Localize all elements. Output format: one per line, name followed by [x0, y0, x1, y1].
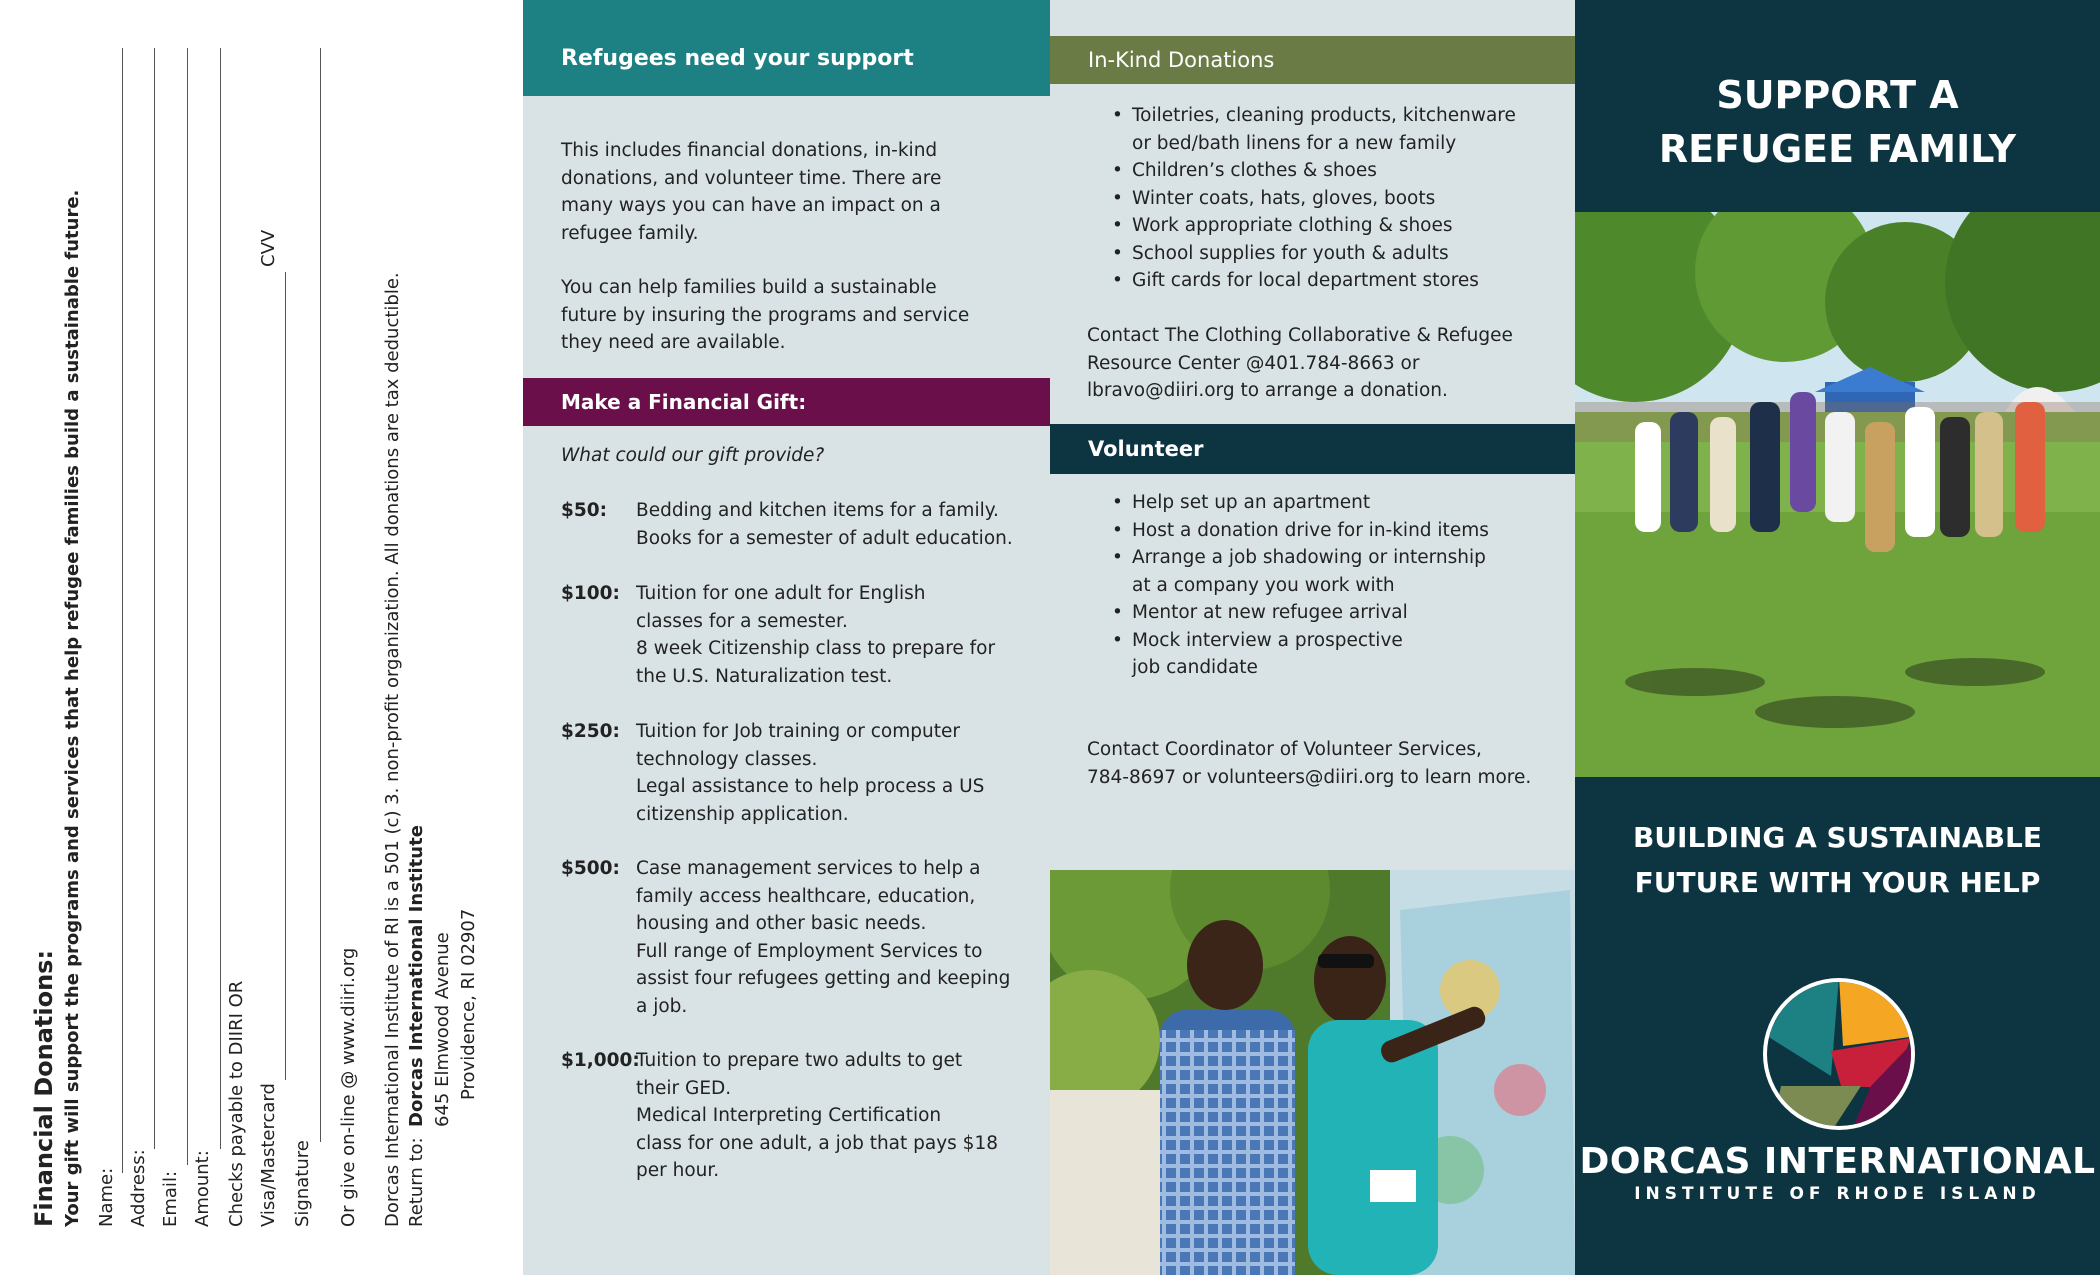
amount-field-label: Amount:: [192, 1150, 213, 1227]
address-field-line[interactable]: [154, 48, 155, 1149]
text-line: • Children’s clothes & shoes: [1132, 160, 1377, 181]
text-line: • Mentor at new refugee arrival: [1132, 602, 1408, 623]
text-line: lbravo@diiri.org to arrange a donation.: [1087, 380, 1448, 401]
text-line: Contact Coordinator of Volunteer Services,: [1087, 739, 1482, 760]
gift-description: [636, 718, 1031, 828]
gift-description: [636, 1047, 1031, 1185]
cover-tagline: [1575, 815, 2100, 905]
community-photo: [1575, 212, 2100, 777]
text-line: refugee family.: [561, 222, 699, 244]
gift-item-50: [561, 497, 1031, 552]
cvv-label: CVV: [258, 229, 279, 267]
card-field-label: Visa/Mastercard: [258, 1083, 279, 1227]
list-item: [1098, 157, 1568, 185]
text-line: the U.S. Naturalization test.: [636, 665, 893, 687]
text-line: Tuition to prepare two adults to get: [636, 1050, 963, 1071]
text-line: Resource Center @401.784-8663 or: [1087, 352, 1420, 374]
text-line: donations, and volunteer time. There are: [561, 167, 942, 189]
text-line: assist four refugees getting and keeping: [636, 968, 1011, 989]
text-line: classes for a semester.: [636, 610, 848, 632]
gift-amount: $250:: [561, 721, 620, 742]
gift-description: [636, 497, 1031, 552]
volunteer-photo: [1050, 870, 1575, 1275]
list-item: [1098, 544, 1568, 599]
financial-gift-header-text: Make a Financial Gift:: [561, 390, 807, 414]
text-line: many ways you can have an impact on a: [561, 195, 941, 216]
gift-item-250: [561, 718, 1031, 828]
text-line: • Gift cards for local department stores: [1132, 270, 1479, 291]
gift-item-500: [561, 855, 1031, 1020]
address-field-label: Address:: [128, 1149, 149, 1227]
list-item: [1098, 240, 1568, 268]
list-item: [1098, 212, 1568, 240]
text-line: Contact The Clothing Collaborative & Refugee: [1087, 325, 1513, 346]
text-line: or bed/bath linens for a new family: [1132, 132, 1457, 154]
inkind-contact: [1087, 322, 1567, 405]
form-title: Financial Donations:: [30, 949, 58, 1227]
donation-form-panel: [0, 0, 523, 1275]
inkind-list: [1098, 102, 1568, 295]
text-line: Books for a semester of adult education.: [636, 527, 1013, 549]
gift-description: [636, 855, 1031, 1020]
volunteer-header: [1050, 424, 1575, 474]
cover-panel: [1575, 0, 2100, 1275]
nonprofit-statement: Dorcas International Institute of RI is a 501 (c) 3. non-profit organization. All donations are tax deductible.: [382, 272, 403, 1227]
gift-item-100: [561, 580, 1031, 690]
name-field-label: Name:: [96, 1167, 117, 1227]
text-line: Tuition for one adult for English: [636, 583, 926, 604]
text-line: • Work appropriate clothing & shoes: [1132, 215, 1453, 236]
gift-amount: $1,000:: [561, 1050, 640, 1071]
online-giving-text: Or give on-line @ www.diiri.org: [338, 947, 359, 1227]
support-header-text: Refugees need your support: [561, 45, 914, 71]
return-to-label: Return to:: [406, 1137, 427, 1227]
text-line: SUPPORT A: [1716, 73, 1959, 117]
text-line: • Help set up an apartment: [1132, 492, 1371, 513]
gift-item-1000: [561, 1047, 1031, 1185]
text-line: their GED.: [636, 1077, 732, 1099]
text-line: Full range of Employment Services to: [636, 940, 983, 962]
email-field-line[interactable]: [187, 48, 188, 1165]
dorcas-logo-icon: [1761, 976, 1917, 1132]
org-name: DORCAS INTERNATIONAL: [1579, 1141, 2096, 1182]
text-line: citizenship application.: [636, 803, 849, 825]
financial-gift-header: [523, 378, 1050, 426]
text-line: • School supplies for youth & adults: [1132, 242, 1449, 264]
text-line: • Toiletries, cleaning products, kitchenware: [1132, 105, 1516, 126]
support-paragraph-1: [561, 137, 1031, 247]
gift-amount: $500:: [561, 858, 620, 879]
text-line: 8 week Citizenship class to prepare for: [636, 638, 996, 659]
org-subtitle: INSTITUTE OF RHODE ISLAND: [1634, 1184, 2041, 1204]
text-line: job candidate: [1132, 657, 1258, 678]
gift-amount: $50:: [561, 500, 608, 521]
donation-form-rotated: [0, 0, 523, 1275]
text-line: Tuition for Job training or computer: [636, 721, 960, 742]
return-street: 645 Elmwood Avenue: [432, 932, 453, 1127]
text-line: housing and other basic needs.: [636, 913, 927, 934]
list-item: [1098, 489, 1568, 517]
list-item: [1098, 627, 1568, 682]
text-line: future by insuring the programs and service: [561, 304, 970, 326]
list-item: [1098, 267, 1568, 295]
support-panel: [523, 0, 1050, 1275]
list-item: [1098, 517, 1568, 545]
inkind-header: [1050, 36, 1575, 84]
text-line: • Host a donation drive for in-kind items: [1132, 519, 1489, 541]
return-org-name: Dorcas International Institute: [406, 825, 427, 1127]
text-line: This includes financial donations, in-kind: [561, 140, 938, 161]
checks-payable-label: Checks payable to DIIRI OR: [226, 980, 247, 1227]
amount-field-line[interactable]: [220, 48, 221, 1149]
gift-description: [636, 580, 1031, 690]
form-subtitle: Your gift will support the programs and services that help refugee families build a sustainable future.: [62, 189, 83, 1227]
support-paragraph-2: [561, 274, 1031, 357]
volunteer-contact: [1087, 736, 1567, 791]
signature-field-label: Signature: [292, 1140, 313, 1227]
text-line: You can help families build a sustainable: [561, 277, 937, 298]
text-line: FUTURE WITH YOUR HELP: [1634, 866, 2041, 899]
volunteer-header-text: Volunteer: [1088, 437, 1204, 461]
text-line: • Winter coats, hats, gloves, boots: [1132, 187, 1436, 209]
list-item: [1098, 599, 1568, 627]
text-line: a job.: [636, 995, 688, 1017]
inkind-header-text: In-Kind Donations: [1088, 48, 1275, 72]
text-line: BUILDING A SUSTAINABLE: [1632, 821, 2043, 854]
text-line: technology classes.: [636, 748, 818, 770]
card-number-line[interactable]: [285, 272, 286, 1080]
text-line: 784-8697 or volunteers@diiri.org to learn more.: [1087, 766, 1532, 788]
gift-amount: $100:: [561, 583, 620, 604]
name-field-line[interactable]: [122, 48, 123, 1173]
text-line: • Mock interview a prospective: [1132, 629, 1403, 651]
text-line: REFUGEE FAMILY: [1658, 127, 2017, 171]
text-line: they need are available.: [561, 332, 786, 353]
text-line: Legal assistance to help process a US: [636, 776, 985, 797]
list-item: [1098, 102, 1568, 157]
cover-title: [1575, 68, 2100, 176]
return-city: Providence, RI 02907: [458, 908, 479, 1100]
text-line: • Arrange a job shadowing or internship: [1132, 547, 1486, 568]
text-line: class for one adult, a job that pays $18: [636, 1132, 998, 1154]
text-line: Medical Interpreting Certification: [636, 1105, 942, 1126]
email-field-label: Email:: [160, 1170, 181, 1227]
list-item: [1098, 185, 1568, 213]
volunteer-list: [1098, 489, 1568, 682]
inkind-volunteer-panel: [1050, 0, 1575, 1275]
text-line: at a company you work with: [1132, 574, 1395, 596]
text-line: Bedding and kitchen items for a family.: [636, 500, 999, 521]
signature-field-line[interactable]: [320, 48, 321, 1142]
text-line: per hour.: [636, 1160, 720, 1181]
text-line: family access healthcare, education,: [636, 885, 976, 907]
support-header: [523, 0, 1050, 96]
text-line: Case management services to help a: [636, 858, 981, 879]
gift-question: What could our gift provide?: [561, 445, 825, 466]
